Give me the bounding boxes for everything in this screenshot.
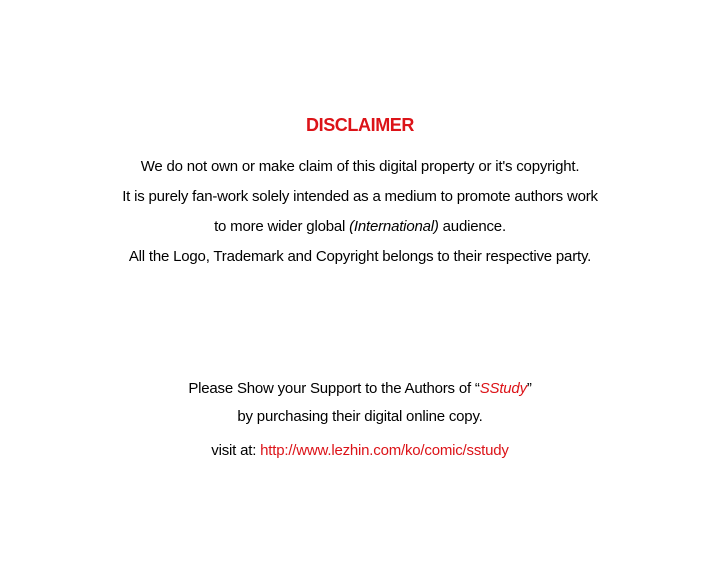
visit-line: [0, 437, 720, 465]
disclaimer-line-3-italic: (International): [349, 218, 439, 235]
page-title: DISCLAIMER: [306, 115, 414, 135]
visit-url-link[interactable]: http://www.lezhin.com/ko/comic/sstudy: [260, 442, 509, 459]
disclaimer-line-3-suffix: audience.: [438, 218, 506, 235]
disclaimer-line-3-prefix: to more wider global: [214, 218, 350, 235]
support-line-1-suffix: ”: [526, 380, 532, 397]
disclaimer-text-block: [0, 152, 720, 272]
support-text-block: [0, 375, 720, 431]
series-title: SStudy: [479, 380, 527, 397]
disclaimer-line-2: It is purely fan-work solely intended as a medium to promote authors work: [122, 188, 598, 205]
support-line-1: [0, 375, 720, 403]
support-line-1-prefix: Please Show your Support to the Authors of “: [188, 380, 480, 397]
disclaimer-line-4: All the Logo, Trademark and Copyright belongs to their respective party.: [128, 248, 592, 265]
disclaimer-line-1: We do not own or make claim of this digital property or it's copyright.: [140, 158, 580, 175]
disclaimer-line-3: [0, 212, 720, 242]
visit-label: visit at:: [211, 442, 261, 459]
support-line-2: by purchasing their digital online copy.: [237, 408, 483, 425]
